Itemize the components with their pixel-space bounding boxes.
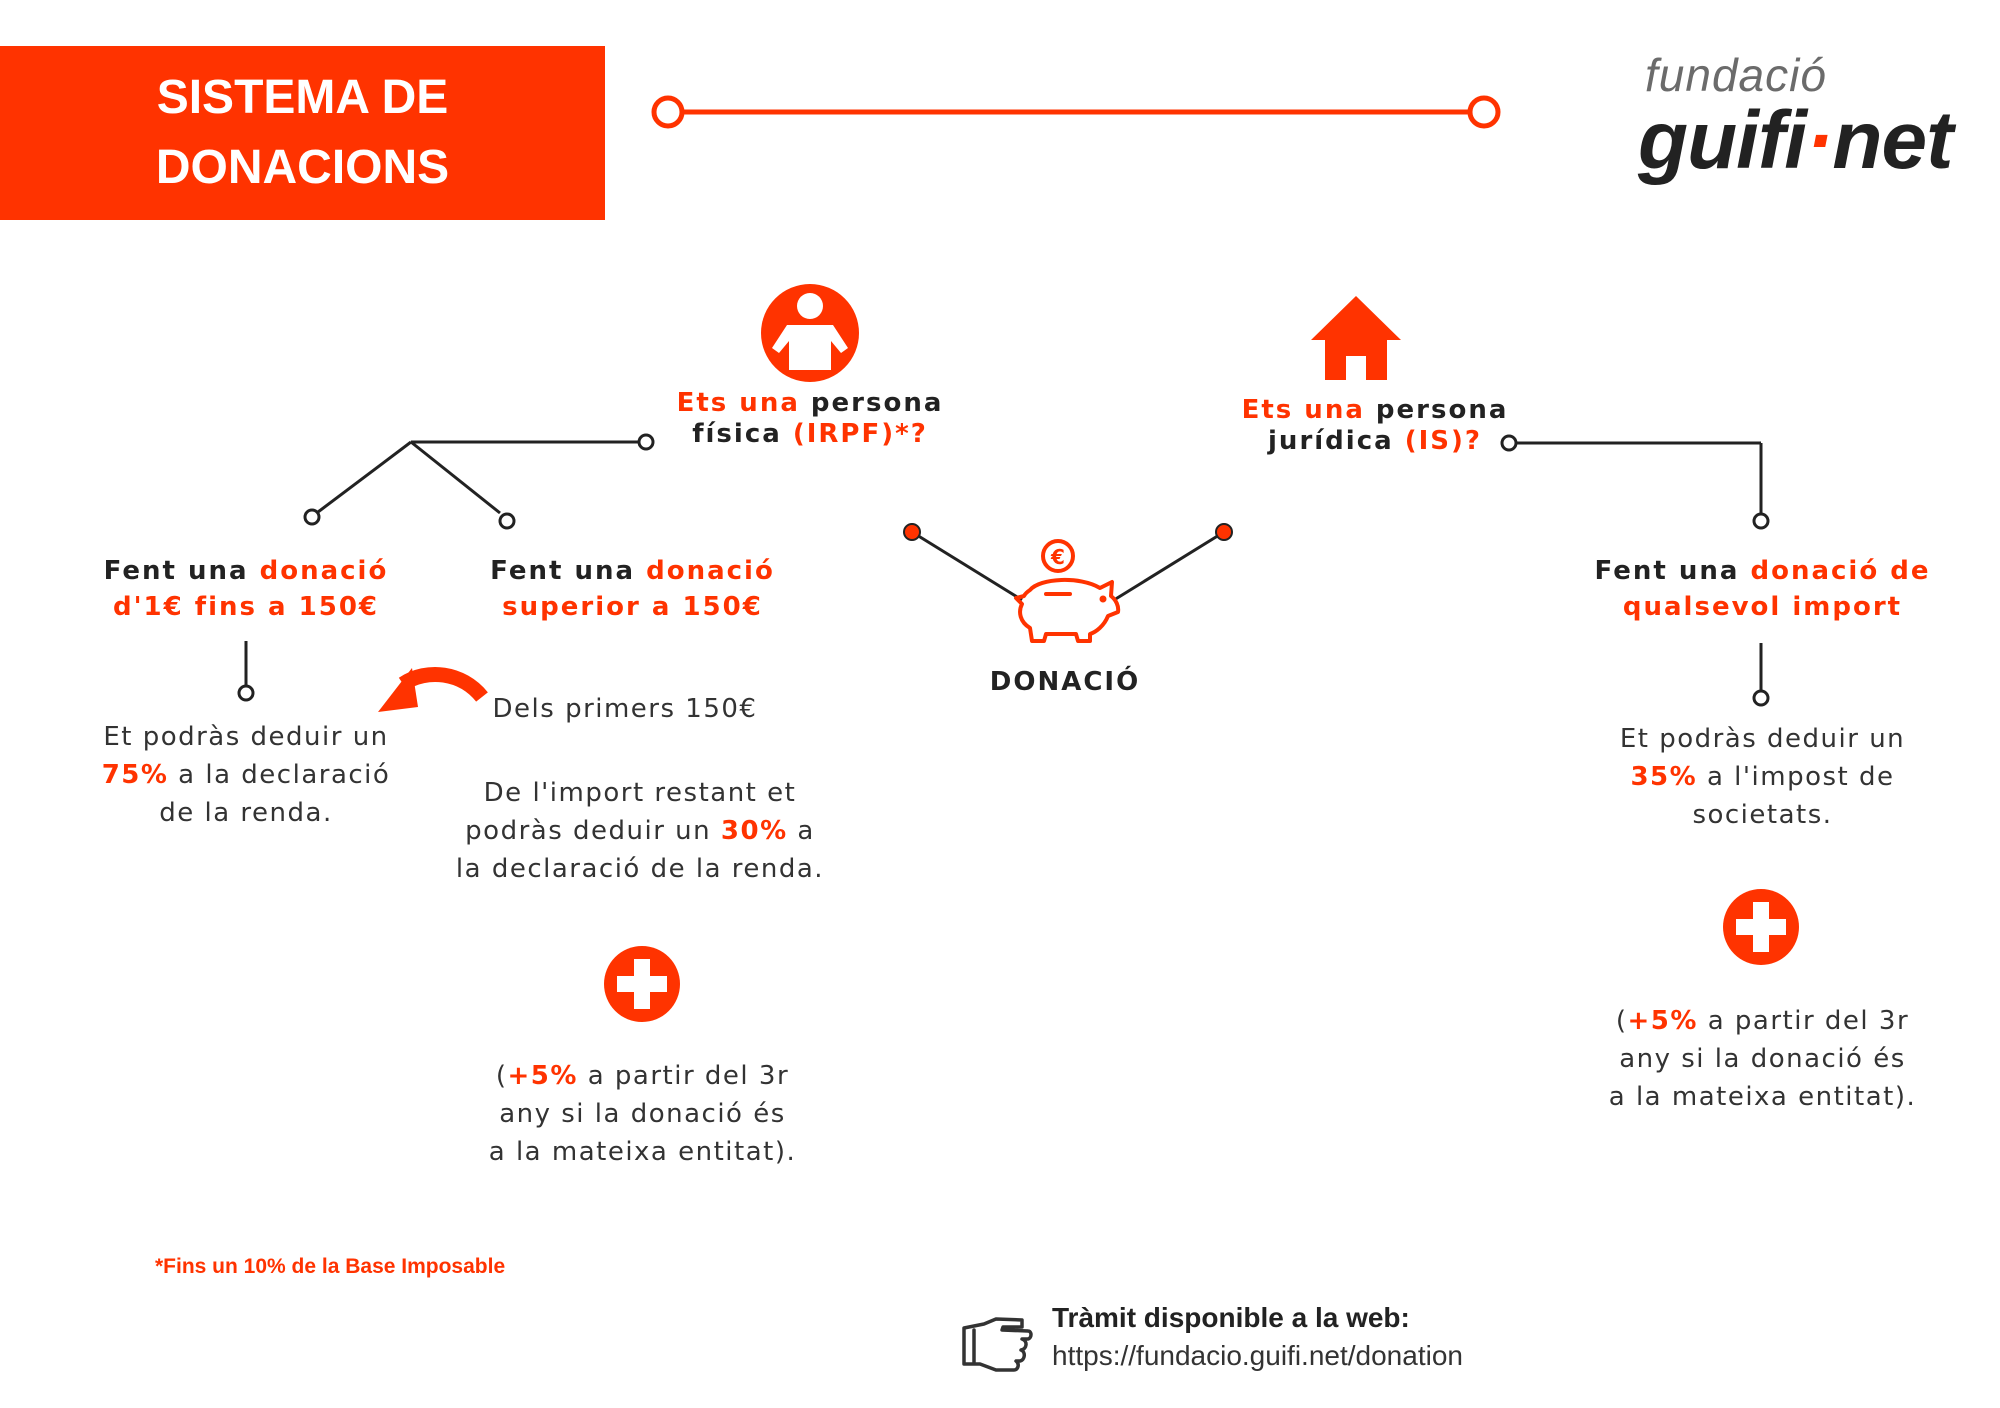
plus-icon-left bbox=[604, 946, 680, 1022]
h1-part-c: d'1€ fins a 150€ bbox=[112, 592, 380, 622]
h3-part-a: Fent una bbox=[1594, 556, 1751, 586]
t35-line1: Et podràs deduir un bbox=[1619, 724, 1906, 754]
t30-line3: la declaració de la renda. bbox=[455, 854, 825, 884]
h3-part-b: donació de bbox=[1750, 556, 1931, 586]
heading-donacio-superior-150 bbox=[470, 553, 795, 625]
bonus-right-open: ( bbox=[1615, 1006, 1628, 1036]
h2-part-b: donació bbox=[646, 556, 775, 586]
text-deduccio-30 bbox=[455, 774, 825, 888]
text-bonus-left bbox=[465, 1057, 820, 1171]
t75-line1: Et podràs deduir un bbox=[103, 722, 389, 752]
text-primers-150: Dels primers 150€ bbox=[492, 694, 758, 724]
q2-part1: Ets una bbox=[1241, 395, 1365, 425]
bonus-right-l1: a partir del 3r bbox=[1697, 1006, 1910, 1036]
t30-line2a: podràs deduir un bbox=[465, 816, 721, 846]
q2-part2: persona bbox=[1364, 395, 1509, 425]
plus-icon-right bbox=[1723, 889, 1799, 965]
logo-dot: · bbox=[1806, 95, 1833, 186]
q1-part2: persona bbox=[799, 388, 944, 418]
h2-part-a: Fent una bbox=[490, 556, 647, 586]
piggy-bank-icon bbox=[1016, 541, 1118, 641]
center-connector-lines bbox=[904, 524, 1232, 600]
t75-pct: 75% bbox=[101, 760, 169, 790]
h2-part-c: superior a 150€ bbox=[502, 592, 763, 622]
bonus-left-l2: any si la donació és bbox=[499, 1099, 786, 1129]
t75-line3: de la renda. bbox=[159, 798, 333, 828]
question-persona-juridica bbox=[1205, 395, 1545, 457]
t35-line2: a l'impost de bbox=[1697, 762, 1895, 792]
bonus-right-l2: any si la donació és bbox=[1619, 1044, 1906, 1074]
t30-pct: 30% bbox=[720, 816, 788, 846]
bonus-left-open: ( bbox=[495, 1061, 508, 1091]
q1-part4: (IRPF)*? bbox=[792, 419, 928, 449]
q2-part3: jurídica bbox=[1268, 426, 1405, 456]
q1-part3: física bbox=[692, 419, 793, 449]
curved-arrow-icon bbox=[378, 668, 482, 712]
logo-net: net bbox=[1832, 95, 1953, 186]
footer-url-link[interactable]: https://fundacio.guifi.net/donation bbox=[1052, 1340, 1463, 1371]
bonus-right-l3: a la mateixa entitat). bbox=[1608, 1082, 1917, 1112]
title-line-2: DONACIONS bbox=[155, 141, 450, 194]
house-icon bbox=[1311, 296, 1401, 380]
coin-symbol: € bbox=[1051, 545, 1065, 569]
text-bonus-right bbox=[1580, 1002, 1945, 1116]
heading-donacio-fins-150 bbox=[86, 553, 406, 625]
t35-pct: 35% bbox=[1630, 762, 1698, 792]
pointing-hand-icon bbox=[964, 1319, 1031, 1370]
bonus-left-pct: +5% bbox=[507, 1061, 578, 1091]
t75-line2: a la declaració bbox=[168, 760, 391, 790]
logo-fundacio: fundació bbox=[1645, 49, 1827, 101]
bonus-left-l3: a la mateixa entitat). bbox=[488, 1137, 797, 1167]
text-deduccio-35 bbox=[1590, 720, 1935, 834]
t35-line3: societats. bbox=[1692, 800, 1833, 830]
center-label-donacio: DONACIÓ bbox=[989, 667, 1141, 697]
q1-part1: Ets una bbox=[676, 388, 800, 418]
title-line-1: SISTEMA DE bbox=[156, 71, 449, 124]
footer-label: Tràmit disponible a la web: bbox=[1052, 1302, 1410, 1333]
bonus-right-pct: +5% bbox=[1627, 1006, 1698, 1036]
text-deduccio-75 bbox=[86, 718, 406, 832]
person-icon bbox=[761, 284, 859, 382]
footnote: *Fins un 10% de la Base Imposable bbox=[155, 1255, 506, 1278]
h3-part-c: qualsevol import bbox=[1622, 592, 1903, 622]
heading-donacio-qualsevol bbox=[1590, 553, 1935, 625]
q2-part4: (IS)? bbox=[1404, 426, 1482, 456]
t30-line1: De l'import restant et bbox=[483, 778, 797, 808]
question-persona-fisica bbox=[640, 388, 980, 450]
t30-line2b: a bbox=[787, 816, 815, 846]
h1-part-b: donació bbox=[259, 556, 389, 586]
bonus-left-l1: a partir del 3r bbox=[577, 1061, 790, 1091]
h1-part-a: Fent una bbox=[103, 556, 260, 586]
header-decor-line bbox=[654, 98, 1498, 126]
logo-guifi: guifi bbox=[1638, 95, 1807, 186]
